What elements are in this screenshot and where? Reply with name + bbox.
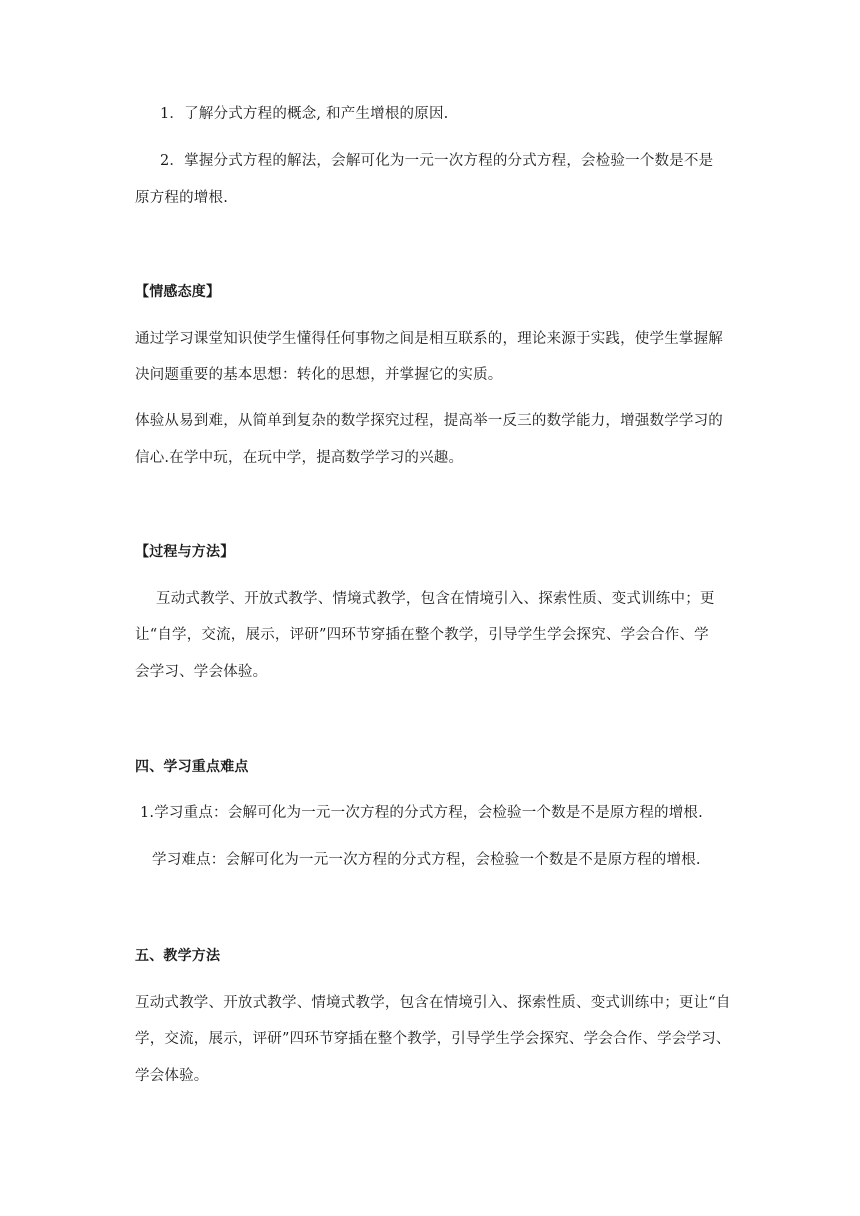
- emotion-attitude-p1-line-1: 通过学习课堂知识使学生懂得任何事物之间是相互联系的，理论来源于实践，使学生掌握解: [135, 331, 723, 347]
- teaching-method-line-3: 学会体验。: [135, 1068, 209, 1084]
- process-method-line-3: 会学习、学会体验。: [135, 664, 268, 680]
- emotion-attitude-p2-line-1: 体验从易到难，从简单到复杂的数学探究过程，提高举一反三的数学能力，增强数学学习的: [135, 413, 723, 429]
- key-points-line-2: 学习难点：会解可化为一元一次方程的分式方程，会检验一个数是不是原方程的增根.: [152, 852, 701, 868]
- emotion-attitude-p2-line-2: 信心.在学中玩，在玩中学，提高数学学习的兴趣。: [135, 450, 464, 466]
- process-method-heading: 【过程与方法】: [135, 544, 235, 560]
- objective-item-1: 1．了解分式方程的概念, 和产生增根的原因.: [160, 106, 449, 122]
- key-points-heading: 四、学习重点难点: [135, 759, 249, 775]
- process-method-line-1: 互动式教学、开放式教学、情境式教学，包含在情境引入、探索性质、变式训练中；更: [156, 591, 715, 607]
- teaching-method-line-1: 互动式教学、开放式教学、情境式教学，包含在情境引入、探索性质、变式训练中；更让“自: [135, 995, 731, 1011]
- emotion-attitude-p1-line-2: 决问题重要的基本思想：转化的思想，并掌握它的实质。: [135, 367, 503, 383]
- objective-item-2-line-2: 原方程的增根.: [135, 190, 229, 206]
- teaching-method-line-2: 学，交流，展示，评研”四环节穿插在整个教学，引导学生学会探究、学会合作、学会学习、: [135, 1031, 731, 1047]
- process-method-line-2: 让“自学，交流，展示，评研”四环节穿插在整个教学，引导学生学会探究、学会合作、学: [135, 627, 709, 643]
- emotion-attitude-heading: 【情感态度】: [135, 284, 221, 300]
- objective-item-2-line-1: 2．掌握分式方程的解法，会解可化为一元一次方程的分式方程，会检验一个数是不是: [160, 153, 714, 169]
- key-points-line-1: 1.学习重点：会解可化为一元一次方程的分式方程，会检验一个数是不是原方程的增根.: [140, 805, 703, 821]
- teaching-method-heading: 五、教学方法: [135, 948, 221, 964]
